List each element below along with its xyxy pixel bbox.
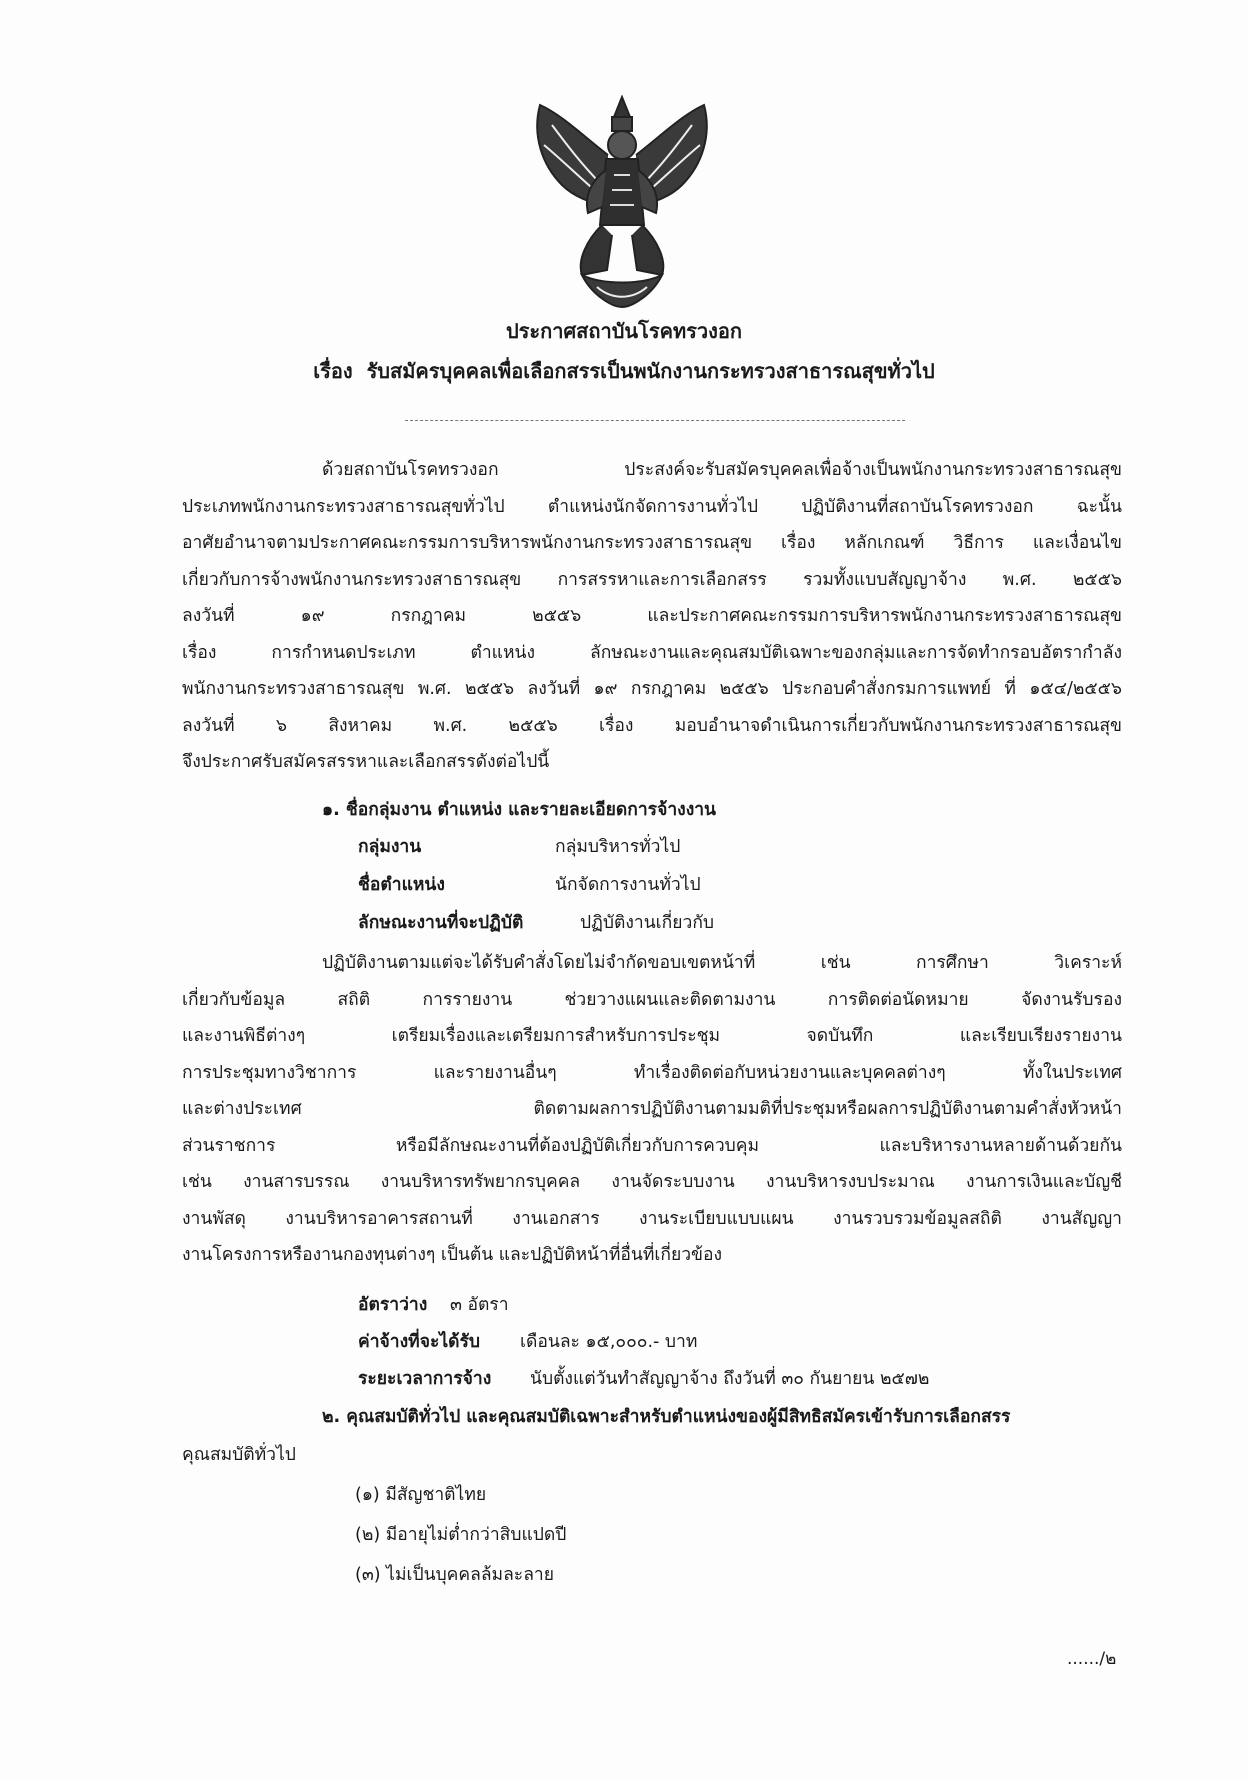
intro-paragraph xyxy=(182,452,1122,781)
qualification-item: (๓) ไม่เป็นบุคคลล้มละลาย xyxy=(355,1565,555,1585)
next-page-marker: ....../๒ xyxy=(1067,1649,1117,1669)
duty-line: และงานพิธีต่างๆ เตรียมเรื่องและเตรียมการสำหรับการประชุม จดบันทึก และเรียบเรียงรายงาน xyxy=(182,1026,1122,1046)
wage-value: เดือนละ ๑๕,๐๐๐.- บาท xyxy=(520,1332,698,1352)
intro-line: ประเภทพนักงานกระทรวงสาธารณสุขทั่วไป ตำแหน่งนักจัดการงานทั่วไป ปฏิบัติงานที่สถาบันโรคทรวงอก ฉะนั้น xyxy=(182,496,1122,517)
intro-line: ลงวันที่ ๖ สิงหาคม พ.ศ. ๒๕๕๖ เรื่อง มอบอำนาจดำเนินการเกี่ยวกับพนักงานกระทรวงสาธารณสุข xyxy=(182,715,1122,736)
duty-line: เกี่ยวกับข้อมูล สถิติ การรายงาน ช่วยวางแผนและติดตามงาน การติดต่อนัดหมาย จัดงานรับรอง xyxy=(182,989,1122,1010)
announcement-subject xyxy=(0,355,1248,387)
position-label: ชื่อตำแหน่ง xyxy=(358,875,445,895)
intro-line: ลงวันที่ ๑๙ กรกฎาคม ๒๕๕๖ และประกาศคณะกรรมการบริหารพนักงานกระทรวงสาธารณสุข xyxy=(182,606,1122,626)
vacancy-value: ๓ อัตรา xyxy=(450,1295,509,1315)
intro-line: ด้วยสถาบันโรคทรวงอก ประสงค์จะรับสมัครบุคคลเพื่อจ้างเป็นพนักงานกระทรวงสาธารณสุข xyxy=(322,460,1122,480)
duty-line: งานโครงการหรืองานกองทุนต่างๆ เป็นต้น และปฏิบัติหน้าที่อื่นที่เกี่ยวข้อง xyxy=(182,1245,723,1265)
subject-text: รับสมัครบุคคลเพื่อเลือกสรรเป็นพนักงานกระทรวงสาธารณสุขทั่วไป xyxy=(366,359,935,383)
intro-line: อาศัยอำนาจตามประกาศคณะกรรมการบริหารพนักงานกระทรวงสาธารณสุข เรื่อง หลักเกณฑ์ วิธีการ และเงื่อนไข xyxy=(182,533,1122,553)
duty-line: ปฏิบัติงานตามแต่จะได้รับคำสั่งโดยไม่จำกัดขอบเขตหน้าที่ เช่น การศึกษา วิเคราะห์ xyxy=(322,953,1122,973)
intro-line: จึงประกาศรับสมัครสรรหาและเลือกสรรดังต่อไปนี้ xyxy=(182,752,550,772)
intro-line: พนักงานกระทรวงสาธารณสุข พ.ศ. ๒๕๕๖ ลงวันที่ ๑๙ กรกฎาคม ๒๕๕๖ ประกอบคำสั่งกรมการแพทย์ ที่ ๑๕๔/๒๕๕๖ xyxy=(182,679,1122,699)
period-value: นับตั้งแต่วันทำสัญญาจ้าง ถึงวันที่ ๓๐ กันยายน ๒๕๗๒ xyxy=(530,1369,930,1389)
subject-label: เรื่อง xyxy=(313,359,353,383)
duty-line: งานพัสดุ งานบริหารอาคารสถานที่ งานเอกสาร งานระเบียบแบบแผน งานรวบรวมข้อมูลสถิติ งานสัญญา xyxy=(182,1208,1122,1229)
position-value: นักจัดการงานทั่วไป xyxy=(555,875,701,895)
group-value: กลุ่มบริหารทั่วไป xyxy=(555,837,681,857)
announcement-title: ประกาศสถาบันโรคทรวงอก xyxy=(505,319,743,343)
duties-paragraph xyxy=(182,945,1122,1274)
qualification-item: (๒) มีอายุไม่ต่ำกว่าสิบแปดปี xyxy=(355,1525,567,1545)
period-label: ระยะเวลาการจ้าง xyxy=(358,1369,492,1389)
duty-label: ลักษณะงานที่จะปฏิบัติ xyxy=(358,913,524,933)
general-qualifications-label: คุณสมบัติทั่วไป xyxy=(182,1445,296,1465)
intro-line: เรื่อง การกำหนดประเภท ตำแหน่ง ลักษณะงานและคุณสมบัติเฉพาะของกลุ่มและการจัดทำกรอบอัตรากำลัง xyxy=(182,642,1122,663)
duty-line: เช่น งานสารบรรณ งานบริหารทรัพยากรบุคคล งานจัดระบบงาน งานบริหารงบประมาณ งานการเงินและบัญชี xyxy=(182,1172,1122,1192)
qualification-item: (๑) มีสัญชาติไทย xyxy=(355,1485,487,1505)
garuda-emblem xyxy=(522,95,722,310)
dashed-divider xyxy=(405,420,905,421)
duty-line: และต่างประเทศ ติดตามผลการปฏิบัติงานตามมติที่ประชุมหรือผลการปฏิบัติงานตามคำสั่งหัวหน้า xyxy=(182,1099,1122,1119)
section-1-heading: ๑. ชื่อกลุ่มงาน ตำแหน่ง และรายละเอียดการจ้างงาน xyxy=(322,800,717,820)
duty-value: ปฏิบัติงานเกี่ยวกับ xyxy=(580,913,715,933)
intro-line: เกี่ยวกับการจ้างพนักงานกระทรวงสาธารณสุข การสรรหาและการเลือกสรร รวมทั้งแบบสัญญาจ้าง พ.ศ. ๒๕๕๖ xyxy=(182,569,1122,590)
wage-label: ค่าจ้างที่จะได้รับ xyxy=(358,1332,481,1352)
vacancy-label: อัตราว่าง xyxy=(358,1295,428,1315)
group-label: กลุ่มงาน xyxy=(358,837,422,857)
duty-line: ส่วนราชการ หรือมีลักษณะงานที่ต้องปฏิบัติเกี่ยวกับการควบคุม และบริหารงานหลายด้านด้วยกัน xyxy=(182,1135,1122,1156)
section-2-heading: ๒. คุณสมบัติทั่วไป และคุณสมบัติเฉพาะสำหรับตำแหน่งของผู้มีสิทธิสมัครเข้ารับการเลือกสรร xyxy=(322,1407,1011,1427)
duty-line: การประชุมทางวิชาการ และรายงานอื่นๆ ทำเรื่องติดต่อกับหน่วยงานและบุคคลต่างๆ ทั้งในประเทศ xyxy=(182,1062,1122,1083)
